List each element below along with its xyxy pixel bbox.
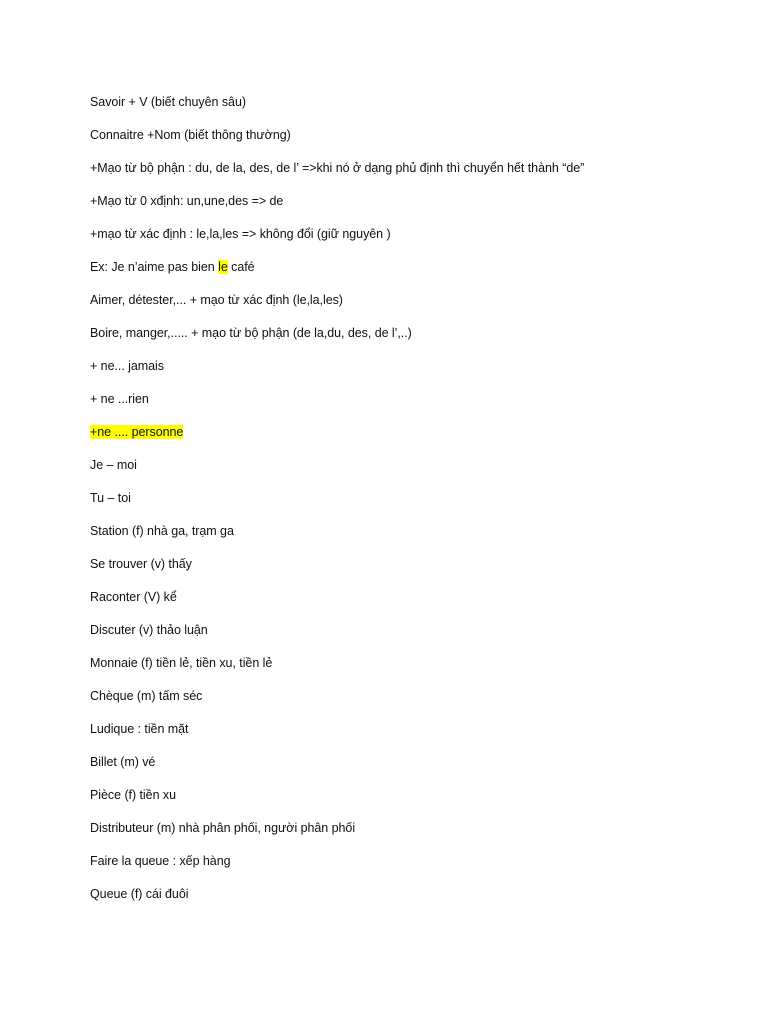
note-line <box>90 92 730 125</box>
note-text: +Mạo từ bộ phận : du, de la, des, de l’ =>khi nó ở dạng phủ định thì chuyển hết thành “de” <box>90 161 585 175</box>
vocab-text: Se trouver (v) thấy <box>90 557 192 571</box>
highlighted-text: +ne .... personne <box>90 425 184 439</box>
vocab-text: Pièce (f) tiền xu <box>90 788 176 802</box>
vocab-text: Billet (m) vé <box>90 755 156 769</box>
note-text: Boire, manger,..... + mạo từ bộ phận (de la,du, des, de l’,..) <box>90 326 412 340</box>
example-text-before: Ex: Je n’aime pas bien <box>90 260 219 274</box>
note-text: Connaitre +Nom (biết thông thường) <box>90 128 291 142</box>
note-line <box>90 389 730 422</box>
vocab-text: Chèque (m) tấm séc <box>90 689 203 703</box>
example-text-after: café <box>227 260 255 274</box>
note-text: + ne ...rien <box>90 392 149 406</box>
note-text: Savoir + V (biết chuyên sâu) <box>90 95 246 109</box>
vocab-line <box>90 851 730 884</box>
note-line <box>90 323 730 356</box>
note-text: + ne... jamais <box>90 359 164 373</box>
note-line <box>90 356 730 389</box>
vocab-line <box>90 521 730 554</box>
example-line <box>90 257 730 290</box>
note-line <box>90 224 730 257</box>
note-text: Je – moi <box>90 458 137 472</box>
vocab-line <box>90 686 730 719</box>
note-text: +Mạo từ 0 xđịnh: un,une,des => de <box>90 194 284 208</box>
note-line <box>90 158 730 191</box>
note-line <box>90 488 730 521</box>
vocab-text: Raconter (V) kể <box>90 590 177 604</box>
vocab-line <box>90 818 730 851</box>
vocab-text: Distributeur (m) nhà phân phối, người phân phối <box>90 821 356 835</box>
note-line <box>90 455 730 488</box>
note-line <box>90 290 730 323</box>
vocab-line <box>90 884 730 917</box>
note-line <box>90 125 730 158</box>
vocab-line <box>90 752 730 785</box>
vocab-text: Faire la queue : xếp hàng <box>90 854 231 868</box>
vocab-text: Station (f) nhà ga, trạm ga <box>90 524 234 538</box>
highlighted-line <box>90 422 730 455</box>
vocab-text: Monnaie (f) tiền lẻ, tiền xu, tiền lẻ <box>90 656 273 670</box>
vocab-line <box>90 785 730 818</box>
notes-list <box>90 92 730 917</box>
vocab-text: Queue (f) cái đuôi <box>90 887 189 901</box>
vocab-line <box>90 587 730 620</box>
vocab-text: Ludique : tiền mặt <box>90 722 189 736</box>
vocab-line <box>90 653 730 686</box>
note-text: Tu – toi <box>90 491 131 505</box>
vocab-line <box>90 554 730 587</box>
note-text: Aimer, détester,... + mạo từ xác định (le,la,les) <box>90 293 343 307</box>
highlighted-word: le <box>218 260 228 274</box>
note-line <box>90 191 730 224</box>
vocab-line <box>90 620 730 653</box>
vocab-text: Discuter (v) thảo luận <box>90 623 208 637</box>
note-text: +mạo từ xác định : le,la,les => không đổi (giữ nguyên ) <box>90 227 391 241</box>
vocab-line <box>90 719 730 752</box>
